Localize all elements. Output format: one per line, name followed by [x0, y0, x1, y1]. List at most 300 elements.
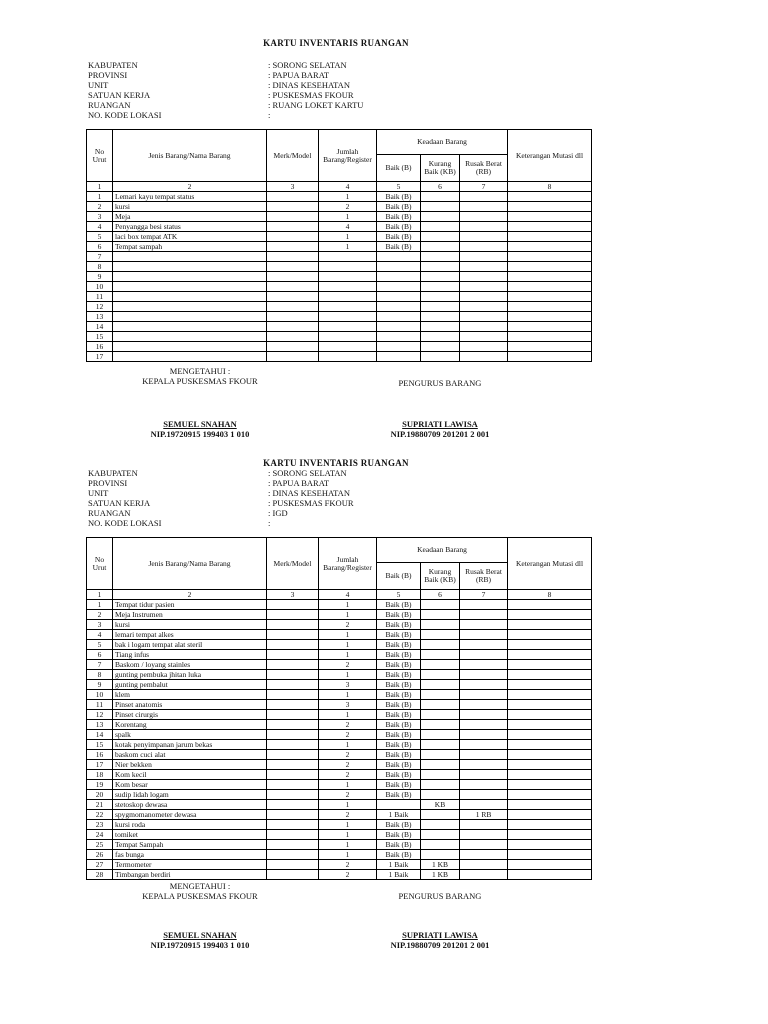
- cell-keterangan: [508, 222, 592, 232]
- cell-rusak: [460, 820, 508, 830]
- cell-baik: Baik (B): [377, 202, 421, 212]
- cell-keterangan: [508, 292, 592, 302]
- cell-rusak: [460, 650, 508, 660]
- signatory-name-left: SEMUEL SNAHAN: [163, 930, 237, 940]
- cell-no: 2: [87, 610, 113, 620]
- cell-merk: [267, 322, 319, 332]
- cell-merk: [267, 690, 319, 700]
- cell-baik: [377, 332, 421, 342]
- cell-nama: [113, 282, 267, 292]
- cell-merk: [267, 212, 319, 222]
- cell-jumlah: 2: [319, 620, 377, 630]
- table-row: [87, 262, 592, 272]
- column-number: 8: [508, 182, 592, 192]
- info-value: : RUANG LOKET KARTU: [268, 100, 364, 110]
- cell-keterangan: [508, 312, 592, 322]
- cell-keterangan: [508, 710, 592, 720]
- cell-jumlah: [319, 342, 377, 352]
- cell-no: 11: [87, 700, 113, 710]
- cell-merk: [267, 192, 319, 202]
- cell-merk: [267, 670, 319, 680]
- approval-block-right: [350, 378, 530, 388]
- cell-merk: [267, 650, 319, 660]
- info-value: : SORONG SELATAN: [268, 60, 347, 70]
- cell-nama: [113, 292, 267, 302]
- cell-keterangan: [508, 232, 592, 242]
- cell-jumlah: 2: [319, 770, 377, 780]
- cell-keterangan: [508, 600, 592, 610]
- cell-rusak: [460, 710, 508, 720]
- table-row: [87, 870, 592, 880]
- cell-merk: [267, 830, 319, 840]
- cell-kurang: [421, 192, 460, 202]
- header-row: [87, 130, 592, 155]
- cell-jumlah: [319, 322, 377, 332]
- cell-rusak: [460, 770, 508, 780]
- col-header-kurang: Kurang Baik (KB): [421, 563, 460, 590]
- column-number: 3: [267, 590, 319, 600]
- cell-nama: Tempat Sampah: [113, 840, 267, 850]
- cell-no: 20: [87, 790, 113, 800]
- info-label: RUANGAN: [88, 100, 131, 110]
- info-label: NO. KODE LOKASI: [88, 518, 162, 528]
- cell-keterangan: [508, 800, 592, 810]
- cell-nama: Timbangan berdiri: [113, 870, 267, 880]
- cell-merk: [267, 730, 319, 740]
- table-row: [87, 272, 592, 282]
- cell-rusak: [460, 312, 508, 322]
- cell-merk: [267, 790, 319, 800]
- info-value: : DINAS KESEHATAN: [268, 80, 350, 90]
- cell-baik: Baik (B): [377, 740, 421, 750]
- cell-merk: [267, 312, 319, 322]
- table-row: [87, 830, 592, 840]
- cell-baik: Baik (B): [377, 750, 421, 760]
- cell-baik: Baik (B): [377, 232, 421, 242]
- cell-nama: Penyangga besi status: [113, 222, 267, 232]
- cell-keterangan: [508, 352, 592, 362]
- card-title: KARTU INVENTARIS RUANGAN: [263, 38, 409, 48]
- table-row: [87, 790, 592, 800]
- cell-jumlah: [319, 332, 377, 342]
- kepala-label: KEPALA PUSKESMAS FKOUR: [142, 891, 258, 901]
- cell-jumlah: [319, 262, 377, 272]
- cell-keterangan: [508, 730, 592, 740]
- inventory-table: [86, 129, 592, 362]
- column-number: 3: [267, 182, 319, 192]
- cell-baik: Baik (B): [377, 730, 421, 740]
- info-row: [88, 488, 354, 498]
- info-label: UNIT: [88, 80, 109, 90]
- cell-nama: Tiang infus: [113, 650, 267, 660]
- table-row: [87, 810, 592, 820]
- cell-no: 12: [87, 710, 113, 720]
- cell-jumlah: 2: [319, 202, 377, 212]
- cell-baik: Baik (B): [377, 820, 421, 830]
- table-row: [87, 720, 592, 730]
- table-row: [87, 610, 592, 620]
- table-row: [87, 840, 592, 850]
- cell-no: 23: [87, 820, 113, 830]
- cell-no: 6: [87, 650, 113, 660]
- cell-kurang: [421, 830, 460, 840]
- cell-baik: Baik (B): [377, 600, 421, 610]
- cell-jumlah: 1: [319, 640, 377, 650]
- cell-no: 1: [87, 600, 113, 610]
- cell-jumlah: 2: [319, 810, 377, 820]
- info-value: : SORONG SELATAN: [268, 468, 347, 478]
- cell-kurang: [421, 332, 460, 342]
- cell-merk: [267, 700, 319, 710]
- cell-no: 4: [87, 222, 113, 232]
- cell-kurang: [421, 610, 460, 620]
- col-header-jenis: Jenis Barang/Nama Barang: [113, 130, 267, 182]
- cell-merk: [267, 282, 319, 292]
- cell-rusak: [460, 322, 508, 332]
- cell-jumlah: 1: [319, 670, 377, 680]
- cell-jumlah: 2: [319, 730, 377, 740]
- table-row: [87, 650, 592, 660]
- cell-jumlah: 2: [319, 760, 377, 770]
- cell-rusak: [460, 332, 508, 342]
- cell-jumlah: 1: [319, 820, 377, 830]
- cell-jumlah: 1: [319, 830, 377, 840]
- cell-merk: [267, 800, 319, 810]
- cell-rusak: [460, 630, 508, 640]
- signatory-nip-left: NIP.19720915 199403 1 010: [150, 429, 250, 439]
- cell-merk: [267, 840, 319, 850]
- info-label: PROVINSI: [88, 478, 128, 488]
- info-label: UNIT: [88, 488, 109, 498]
- table-row: [87, 630, 592, 640]
- cell-rusak: [460, 730, 508, 740]
- table-row: [87, 660, 592, 670]
- cell-nama: gunting pembuka jhitan luka: [113, 670, 267, 680]
- column-number: 8: [508, 590, 592, 600]
- cell-kurang: [421, 292, 460, 302]
- table-row: [87, 620, 592, 630]
- cell-kurang: KB: [421, 800, 460, 810]
- cell-kurang: [421, 850, 460, 860]
- cell-no: 26: [87, 850, 113, 860]
- cell-merk: [267, 750, 319, 760]
- column-number: 5: [377, 590, 421, 600]
- cell-kurang: [421, 730, 460, 740]
- cell-nama: sudip lidah logam: [113, 790, 267, 800]
- cell-keterangan: [508, 760, 592, 770]
- table-row: [87, 820, 592, 830]
- cell-kurang: [421, 640, 460, 650]
- cell-baik: Baik (B): [377, 680, 421, 690]
- cell-keterangan: [508, 660, 592, 670]
- cell-rusak: 1 RB: [460, 810, 508, 820]
- cell-keterangan: [508, 272, 592, 282]
- info-value: : PUSKESMAS FKOUR: [268, 498, 354, 508]
- cell-jumlah: [319, 292, 377, 302]
- cell-nama: [113, 332, 267, 342]
- signatory-nip-right: NIP.19880709 201201 2 001: [390, 429, 490, 439]
- info-row: [88, 498, 354, 508]
- table-row: [87, 740, 592, 750]
- signatory-right: [350, 419, 530, 439]
- cell-keterangan: [508, 262, 592, 272]
- cell-jumlah: 1: [319, 242, 377, 252]
- cell-baik: [377, 262, 421, 272]
- cell-merk: [267, 630, 319, 640]
- cell-jumlah: 2: [319, 660, 377, 670]
- cell-baik: Baik (B): [377, 242, 421, 252]
- cell-kurang: [421, 790, 460, 800]
- cell-keterangan: [508, 252, 592, 262]
- table-row: [87, 750, 592, 760]
- table-row: [87, 232, 592, 242]
- table-row: [87, 770, 592, 780]
- cell-rusak: [460, 640, 508, 650]
- info-row: [88, 468, 354, 478]
- col-header-keterangan: Keterangan Mutasi dll: [508, 130, 592, 182]
- info-row: [88, 100, 363, 110]
- cell-no: 5: [87, 640, 113, 650]
- signatory-left: [110, 419, 290, 439]
- cell-no: 12: [87, 302, 113, 312]
- cell-keterangan: [508, 332, 592, 342]
- cell-keterangan: [508, 322, 592, 332]
- cell-nama: [113, 272, 267, 282]
- cell-kurang: [421, 352, 460, 362]
- cell-rusak: [460, 202, 508, 212]
- col-header-jumlah: Jumlah Barang/Register: [319, 130, 377, 182]
- table-row: [87, 202, 592, 212]
- cell-rusak: [460, 740, 508, 750]
- signatory-nip-left: NIP.19720915 199403 1 010: [150, 940, 250, 950]
- col-header-keterangan: Keterangan Mutasi dll: [508, 538, 592, 590]
- cell-nama: [113, 312, 267, 322]
- cell-baik: Baik (B): [377, 690, 421, 700]
- info-value: : IGD: [268, 508, 288, 518]
- col-header-keadaan: Keadaan Barang: [377, 130, 508, 155]
- cell-no: 16: [87, 342, 113, 352]
- cell-nama: kursi: [113, 620, 267, 630]
- cell-jumlah: 1: [319, 850, 377, 860]
- cell-nama: [113, 352, 267, 362]
- column-number: 7: [460, 590, 508, 600]
- info-value: : PAPUA BARAT: [268, 70, 330, 80]
- cell-baik: 1 Baik: [377, 870, 421, 880]
- column-number: 4: [319, 182, 377, 192]
- cell-no: 13: [87, 312, 113, 322]
- cell-jumlah: [319, 282, 377, 292]
- cell-merk: [267, 810, 319, 820]
- cell-kurang: [421, 720, 460, 730]
- cell-no: 17: [87, 352, 113, 362]
- cell-jumlah: 4: [319, 222, 377, 232]
- cell-baik: Baik (B): [377, 660, 421, 670]
- cell-no: 4: [87, 630, 113, 640]
- cell-no: 10: [87, 690, 113, 700]
- cell-no: 3: [87, 212, 113, 222]
- cell-baik: Baik (B): [377, 670, 421, 680]
- cell-nama: Kom besar: [113, 780, 267, 790]
- cell-keterangan: [508, 620, 592, 630]
- cell-rusak: [460, 192, 508, 202]
- cell-kurang: [421, 750, 460, 760]
- cell-jumlah: 1: [319, 600, 377, 610]
- signatory-name-right: SUPRIATI LAWISA: [402, 930, 478, 940]
- cell-jumlah: 2: [319, 870, 377, 880]
- table-row: [87, 322, 592, 332]
- cell-no: 5: [87, 232, 113, 242]
- cell-merk: [267, 860, 319, 870]
- cell-kurang: [421, 700, 460, 710]
- cell-merk: [267, 720, 319, 730]
- cell-kurang: [421, 312, 460, 322]
- cell-baik: [377, 342, 421, 352]
- table-row: [87, 312, 592, 322]
- cell-kurang: [421, 322, 460, 332]
- cell-kurang: [421, 222, 460, 232]
- cell-merk: [267, 302, 319, 312]
- cell-kurang: 1 KB: [421, 870, 460, 880]
- cell-no: 15: [87, 332, 113, 342]
- col-header-baik: Baik (B): [377, 563, 421, 590]
- approval-block-left: [110, 366, 290, 386]
- col-header-rusak: Rusak Berat (RB): [460, 563, 508, 590]
- table-row: [87, 690, 592, 700]
- table-row: [87, 780, 592, 790]
- cell-kurang: [421, 232, 460, 242]
- cell-merk: [267, 740, 319, 750]
- cell-merk: [267, 710, 319, 720]
- column-number: 6: [421, 590, 460, 600]
- cell-no: 3: [87, 620, 113, 630]
- cell-rusak: [460, 302, 508, 312]
- table-row: [87, 292, 592, 302]
- cell-no: 8: [87, 262, 113, 272]
- cell-nama: tomiket: [113, 830, 267, 840]
- cell-rusak: [460, 660, 508, 670]
- col-header-kurang: Kurang Baik (KB): [421, 155, 460, 182]
- cell-rusak: [460, 780, 508, 790]
- info-row: [88, 110, 363, 120]
- cell-kurang: [421, 770, 460, 780]
- info-value: :: [268, 518, 271, 528]
- cell-no: 25: [87, 840, 113, 850]
- cell-no: 14: [87, 730, 113, 740]
- cell-jumlah: 1: [319, 610, 377, 620]
- table-row: [87, 252, 592, 262]
- table-row: [87, 192, 592, 202]
- cell-merk: [267, 820, 319, 830]
- cell-no: 19: [87, 780, 113, 790]
- cell-nama: laci box tempat ATK: [113, 232, 267, 242]
- col-header-merk: Merk/Model: [267, 130, 319, 182]
- cell-jumlah: [319, 272, 377, 282]
- cell-baik: Baik (B): [377, 780, 421, 790]
- cell-kurang: [421, 262, 460, 272]
- cell-nama: fas bunga: [113, 850, 267, 860]
- cell-jumlah: [319, 352, 377, 362]
- cell-rusak: [460, 680, 508, 690]
- table-row: [87, 600, 592, 610]
- cell-no: 1: [87, 192, 113, 202]
- cell-keterangan: [508, 770, 592, 780]
- table-row: [87, 222, 592, 232]
- cell-merk: [267, 222, 319, 232]
- cell-nama: baskom cuci alat: [113, 750, 267, 760]
- cell-nama: Meja: [113, 212, 267, 222]
- cell-rusak: [460, 272, 508, 282]
- cell-nama: bak i logam tempat alat steril: [113, 640, 267, 650]
- cell-kurang: [421, 660, 460, 670]
- table-row: [87, 212, 592, 222]
- info-label: KABUPATEN: [88, 468, 138, 478]
- cell-no: 14: [87, 322, 113, 332]
- cell-rusak: [460, 222, 508, 232]
- table-row: [87, 760, 592, 770]
- cell-jumlah: 1: [319, 232, 377, 242]
- cell-keterangan: [508, 342, 592, 352]
- cell-merk: [267, 610, 319, 620]
- info-label: RUANGAN: [88, 508, 131, 518]
- cell-merk: [267, 332, 319, 342]
- signatory-name-right: SUPRIATI LAWISA: [402, 419, 478, 429]
- cell-nama: [113, 252, 267, 262]
- cell-merk: [267, 770, 319, 780]
- info-label: SATUAN KERJA: [88, 90, 151, 100]
- column-number: 1: [87, 182, 113, 192]
- table-row: [87, 342, 592, 352]
- cell-baik: Baik (B): [377, 700, 421, 710]
- info-row: [88, 508, 354, 518]
- cell-merk: [267, 600, 319, 610]
- cell-nama: Nier bekken: [113, 760, 267, 770]
- info-value: : PUSKESMAS FKOUR: [268, 90, 354, 100]
- cell-kurang: [421, 212, 460, 222]
- cell-no: 24: [87, 830, 113, 840]
- cell-nama: [113, 342, 267, 352]
- cell-baik: Baik (B): [377, 710, 421, 720]
- info-label: NO. KODE LOKASI: [88, 110, 162, 120]
- col-header-jumlah: Jumlah Barang/Register: [319, 538, 377, 590]
- cell-baik: Baik (B): [377, 830, 421, 840]
- cell-no: 18: [87, 770, 113, 780]
- header-row: [87, 538, 592, 563]
- cell-nama: [113, 262, 267, 272]
- cell-jumlah: 2: [319, 720, 377, 730]
- cell-keterangan: [508, 720, 592, 730]
- cell-kurang: [421, 242, 460, 252]
- cell-kurang: [421, 302, 460, 312]
- cell-keterangan: [508, 192, 592, 202]
- cell-baik: [377, 302, 421, 312]
- cell-kurang: [421, 252, 460, 262]
- column-number-row: [87, 182, 592, 192]
- cell-merk: [267, 640, 319, 650]
- kepala-label: KEPALA PUSKESMAS FKOUR: [142, 376, 258, 386]
- cell-baik: [377, 282, 421, 292]
- cell-jumlah: 1: [319, 800, 377, 810]
- cell-keterangan: [508, 810, 592, 820]
- cell-keterangan: [508, 750, 592, 760]
- cell-baik: Baik (B): [377, 720, 421, 730]
- cell-jumlah: 2: [319, 860, 377, 870]
- info-row: [88, 70, 363, 80]
- cell-baik: [377, 252, 421, 262]
- cell-rusak: [460, 262, 508, 272]
- cell-baik: Baik (B): [377, 610, 421, 620]
- cell-baik: [377, 292, 421, 302]
- column-number: 4: [319, 590, 377, 600]
